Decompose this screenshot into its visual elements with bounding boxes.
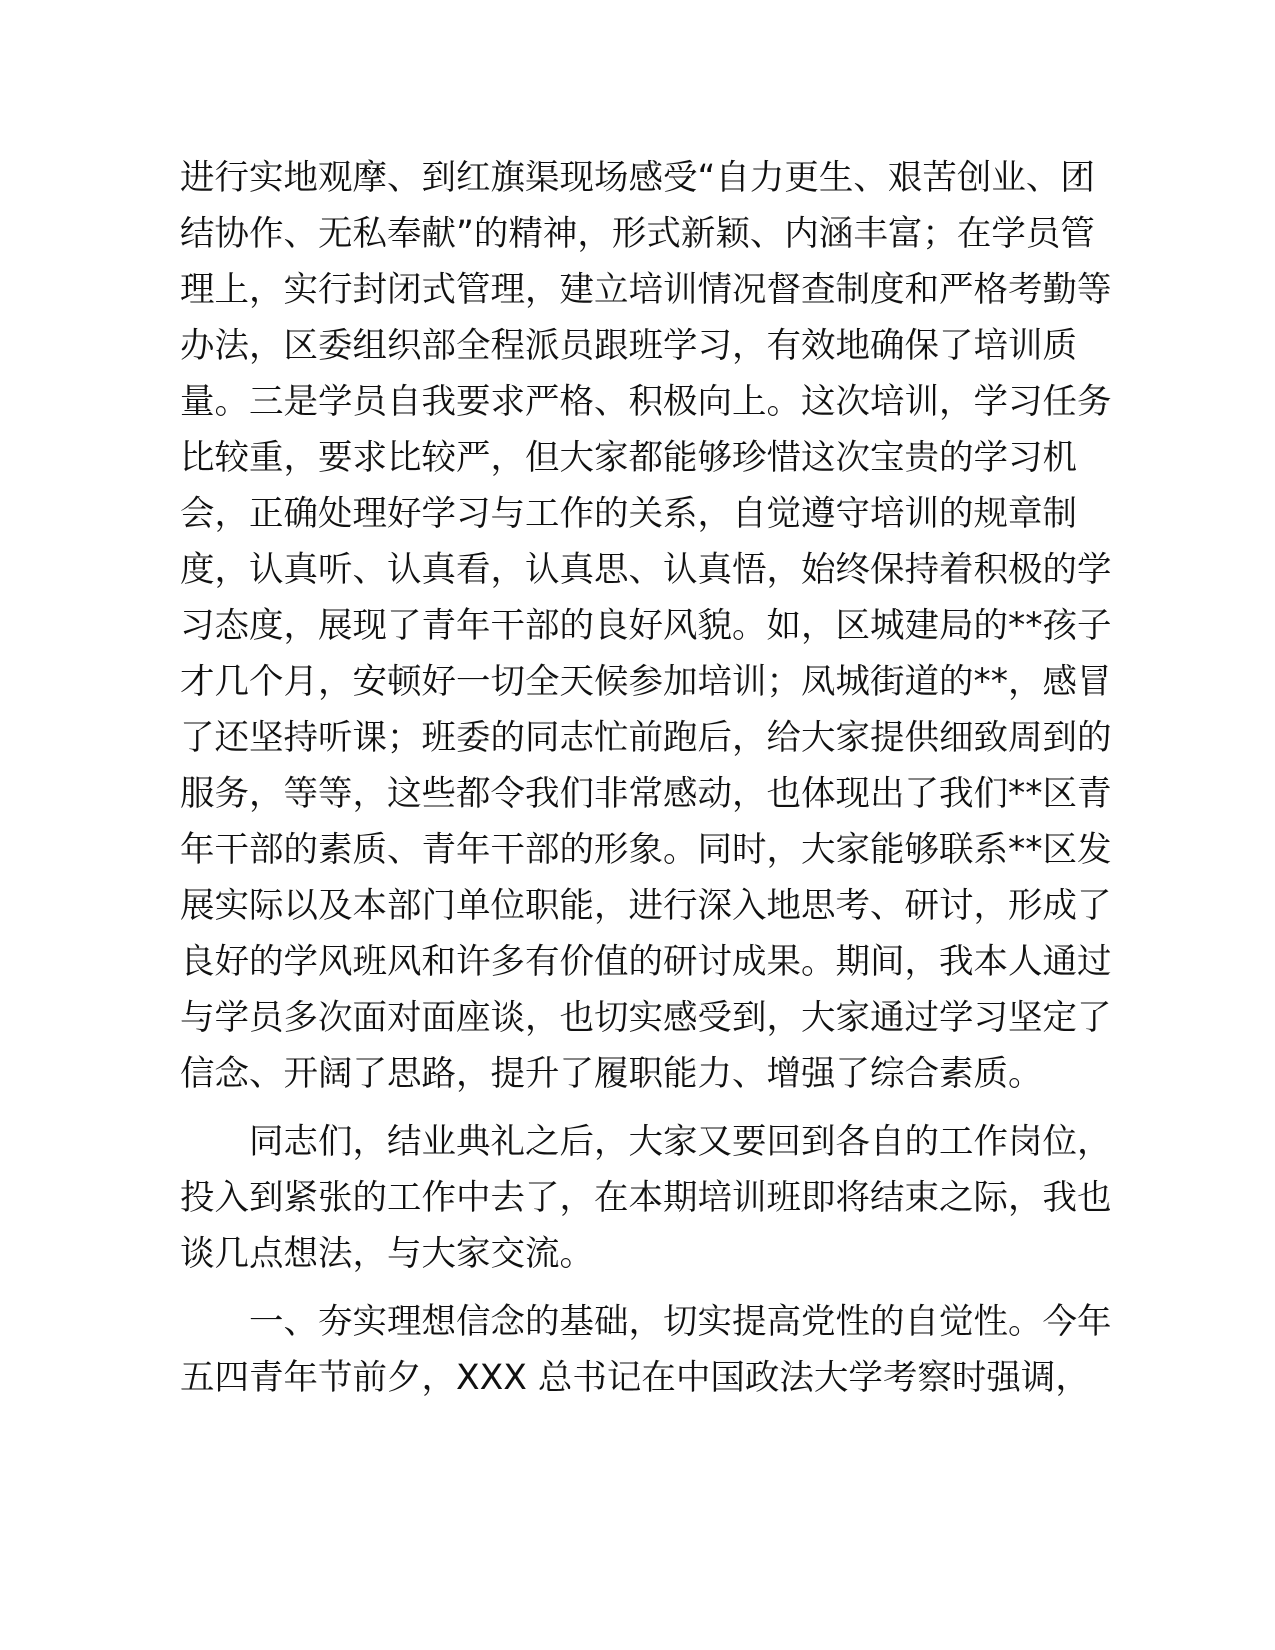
text-line: 展实际以及本部门单位职能，进行深入地思考、研讨，形成了 bbox=[180, 886, 1112, 926]
text-line: 比较重，要求比较严，但大家都能够珍惜这次宝贵的学习机 bbox=[180, 438, 1077, 478]
text-line: 服务，等等，这些都令我们非常感动，也体现出了我们**区青 bbox=[180, 774, 1112, 814]
text-line: 度，认真听、认真看，认真思、认真悟，始终保持着积极的学 bbox=[180, 550, 1112, 590]
text-line: 会，正确处理好学习与工作的关系，自觉遵守培训的规章制 bbox=[180, 494, 1077, 534]
text-line: 习态度，展现了青年干部的良好风貌。如，区城建局的**孩子 bbox=[180, 606, 1112, 646]
text-line: 才几个月，安顿好一切全天候参加培训；凤城街道的**，感冒 bbox=[180, 662, 1112, 702]
text-line: 五四青年节前夕，XXX 总书记在中国政法大学考察时强调， bbox=[180, 1358, 1090, 1398]
text-line: 年干部的素质、青年干部的形象。同时，大家能够联系**区发 bbox=[180, 830, 1112, 870]
text-line: 了还坚持听课；班委的同志忙前跑后，给大家提供细致周到的 bbox=[180, 718, 1112, 758]
text-line: 信念、开阔了思路，提升了履职能力、增强了综合素质。 bbox=[180, 1054, 1043, 1094]
paragraph-gap bbox=[180, 1102, 1040, 1114]
text-line: 良好的学风班风和许多有价值的研讨成果。期间，我本人通过 bbox=[180, 942, 1112, 982]
text-line: 理上，实行封闭式管理，建立培训情况督查制度和严格考勤等 bbox=[180, 270, 1112, 310]
section-heading-line: 一、夯实理想信念的基础，切实提高党性的自觉性。今年 bbox=[180, 1302, 1112, 1342]
text-line: 量。三是学员自我要求严格、积极向上。这次培训，学习任务 bbox=[180, 382, 1112, 422]
text-line: 进行实地观摩、到红旗渠现场感受“自力更生、艰苦创业、团 bbox=[180, 158, 1095, 198]
text-line: 投入到紧张的工作中去了，在本期培训班即将结束之际，我也 bbox=[180, 1178, 1112, 1218]
text-line: 与学员多次面对面座谈，也切实感受到，大家通过学习坚定了 bbox=[180, 998, 1112, 1038]
paragraph-gap bbox=[180, 1282, 1040, 1294]
document-body bbox=[180, 150, 1112, 1406]
text-line: 谈几点想法，与大家交流。 bbox=[180, 1234, 594, 1274]
text-line: 办法，区委组织部全程派员跟班学习，有效地确保了培训质 bbox=[180, 326, 1077, 366]
paragraph-first-line: 同志们，结业典礼之后，大家又要回到各自的工作岗位， bbox=[180, 1122, 1112, 1162]
text-line: 结协作、无私奉献”的精神，形式新颖、内涵丰富；在学员管 bbox=[180, 214, 1095, 254]
